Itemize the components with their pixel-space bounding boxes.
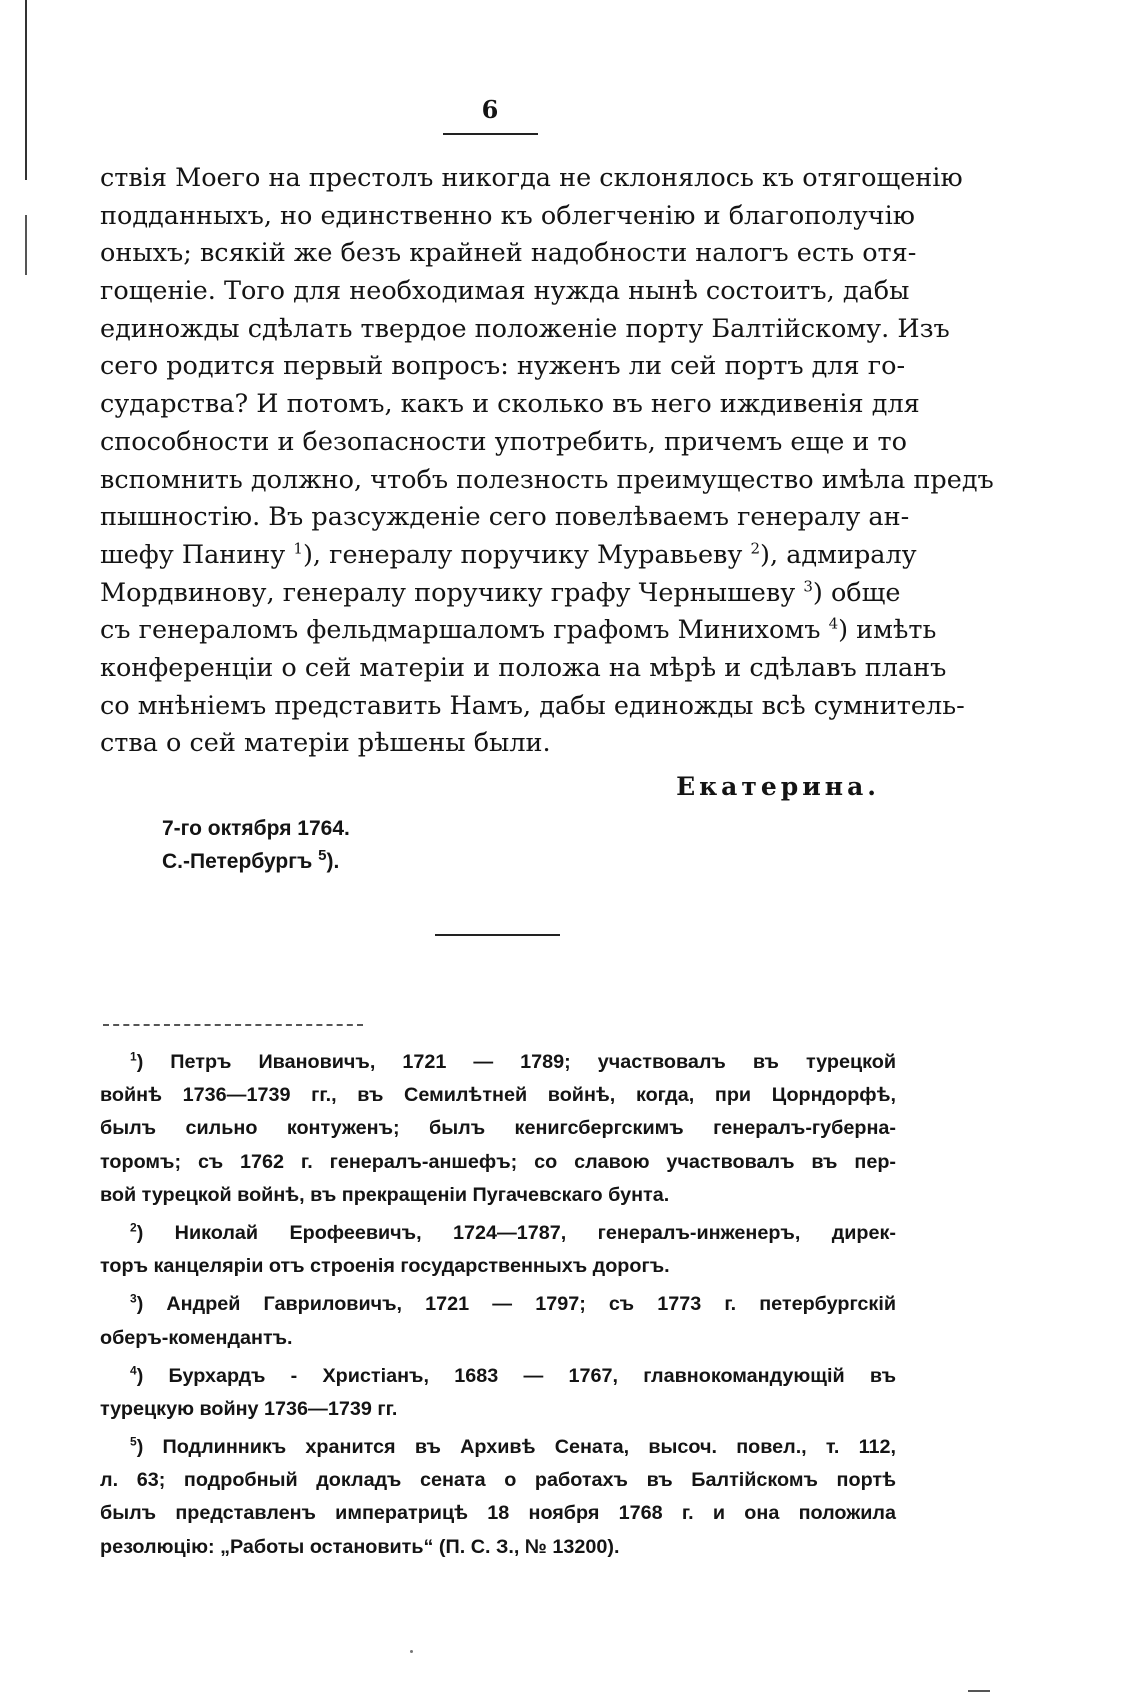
footnote-ref: 1 [293, 539, 303, 558]
section-divider [435, 934, 560, 936]
footnote-marker: 4 [130, 1363, 137, 1378]
footnote-line [100, 1288, 896, 1321]
footnote-line: л. 63; подробный докладъ сената о работахъ въ Балтійскомъ портѣ [100, 1469, 896, 1492]
text-segment: ) имѣть [838, 615, 937, 646]
text-line: единожды сдѣлать твердое положеніе порту Балтійскому. Изъ [100, 313, 950, 344]
footnote-line: былъ представленъ императрицѣ 18 ноября 1768 г. и она положила [100, 1502, 896, 1525]
text-line [100, 612, 937, 650]
text-line: способности и безопасности употребить, причемъ еще и то [100, 426, 907, 457]
footnote-line: вой турецкой войнѣ, въ прекращеніи Пугачевскаго бунта. [100, 1183, 670, 1206]
footnote-3 [100, 1288, 896, 1354]
footnote-text: ) Подлинникъ хранится въ Архивѣ Сената, высоч. повел., т. 112, [136, 1436, 896, 1459]
text-segment: ), генералу поручику Муравьеву [302, 539, 751, 570]
page-number: 6 [481, 95, 499, 124]
footnote-4 [100, 1360, 896, 1426]
scan-speck [410, 1650, 413, 1653]
place-line [162, 845, 350, 878]
footnote-marker: 1 [130, 1049, 137, 1064]
footnote-ref: 2 [750, 539, 761, 558]
footnote-ref: 5 [318, 847, 327, 864]
date-line: 7-го октября 1764. [162, 817, 350, 840]
footnote-1 [100, 1046, 896, 1212]
footnote-text: ) Николай Ерофеевичъ, 1724—1787, генералъ-инженеръ, дирек- [136, 1221, 896, 1244]
footnote-line: турецкую войну 1736—1739 гг. [100, 1397, 398, 1420]
footnote-line [100, 1360, 896, 1393]
footnotes [100, 1046, 896, 1569]
scan-edge-line [25, 215, 27, 275]
text-segment: ) обще [812, 577, 901, 608]
footnote-text: ) Андрей Гавриловичъ, 1721 — 1797; съ 1773 г. петербургскій [136, 1293, 896, 1316]
footnote-line: оберъ-комендантъ. [100, 1326, 293, 1349]
footnote-2 [100, 1217, 896, 1283]
footnote-line: резолюцію: „Работы остановить“ (П. С. З., № 13200). [100, 1535, 620, 1558]
footnote-divider [103, 1024, 363, 1026]
main-text [100, 160, 994, 763]
text-segment: шефу Панину [100, 539, 294, 570]
page-number-rule [443, 133, 538, 135]
footnote-line: торъ канцеляріи отъ строенія государственныхъ дорогъ. [100, 1255, 670, 1278]
footnote-line [100, 1217, 896, 1250]
text-line: оныхъ; всякій же безъ крайней надобности налогъ есть отя- [100, 238, 917, 269]
footnote-ref: 3 [803, 577, 813, 596]
text-segment: Мордвинову, генералу поручику графу Чернышеву [100, 577, 804, 608]
text-line: пышностію. Въ разсужденіе сего повелѣваемъ генералу ан- [100, 502, 910, 533]
footnote-line: войнѣ 1736—1739 гг., въ Семилѣтней войнѣ, когда, при Цорндорфѣ, [100, 1084, 896, 1107]
footnote-text: ) Бурхардъ - Христіанъ, 1683 — 1767, главнокомандующій въ [136, 1364, 896, 1387]
place-text: С.-Петербургъ [162, 850, 319, 873]
place-tail: ). [326, 850, 340, 873]
footnote-line: торомъ; съ 1762 г. генералъ-аншефъ; со славою участвовалъ въ пер- [100, 1150, 896, 1173]
scan-edge-line [25, 0, 27, 180]
text-line: сего родится первый вопросъ: нуженъ ли сей портъ для го- [100, 351, 906, 382]
footnote-line [100, 1431, 896, 1464]
footnote-marker: 5 [130, 1434, 137, 1449]
text-line: ствія Моего на престолъ никогда не склонялось къ отягощенію [100, 163, 963, 193]
footnote-line [100, 1046, 896, 1079]
signature: Екатерина. [676, 772, 880, 801]
text-line: сударства? И потомъ, какъ и сколько въ него иждивенія для [100, 389, 920, 420]
text-line: подданныхъ, но единственно къ облегченію и благополучію [100, 200, 915, 231]
text-line [100, 575, 901, 613]
text-segment: ), адмиралу [760, 539, 917, 570]
text-line: со мнѣніемъ представить Намъ, дабы единожды всѣ сумнитель- [100, 690, 965, 721]
footnote-marker: 2 [130, 1220, 137, 1235]
footnote-line: былъ сильно контуженъ; былъ кенигсбергскимъ генералъ-губерна- [100, 1117, 896, 1140]
text-line [100, 537, 917, 575]
text-line: вспомнить должно, чтобъ полезность преимущество имѣла предъ [100, 464, 994, 495]
footnote-marker: 3 [130, 1291, 137, 1306]
text-line: гощеніе. Того для необходимая нужда нынѣ состоитъ, дабы [100, 276, 910, 307]
text-segment: съ генераломъ фельдмаршаломъ графомъ Минихомъ [100, 615, 829, 646]
date-place [162, 812, 350, 878]
footnote-text: ) Петръ Ивановичъ, 1721 — 1789; участвовалъ въ турецкой [136, 1051, 896, 1073]
footnote-ref: 4 [828, 614, 839, 633]
text-line: ства о сей матеріи рѣшены были. [100, 728, 551, 759]
scan-edge-mark [968, 1690, 990, 1692]
footnote-5 [100, 1431, 896, 1564]
text-line: конференціи о сей матеріи и положа на мѣрѣ и сдѣлавъ планъ [100, 652, 947, 683]
